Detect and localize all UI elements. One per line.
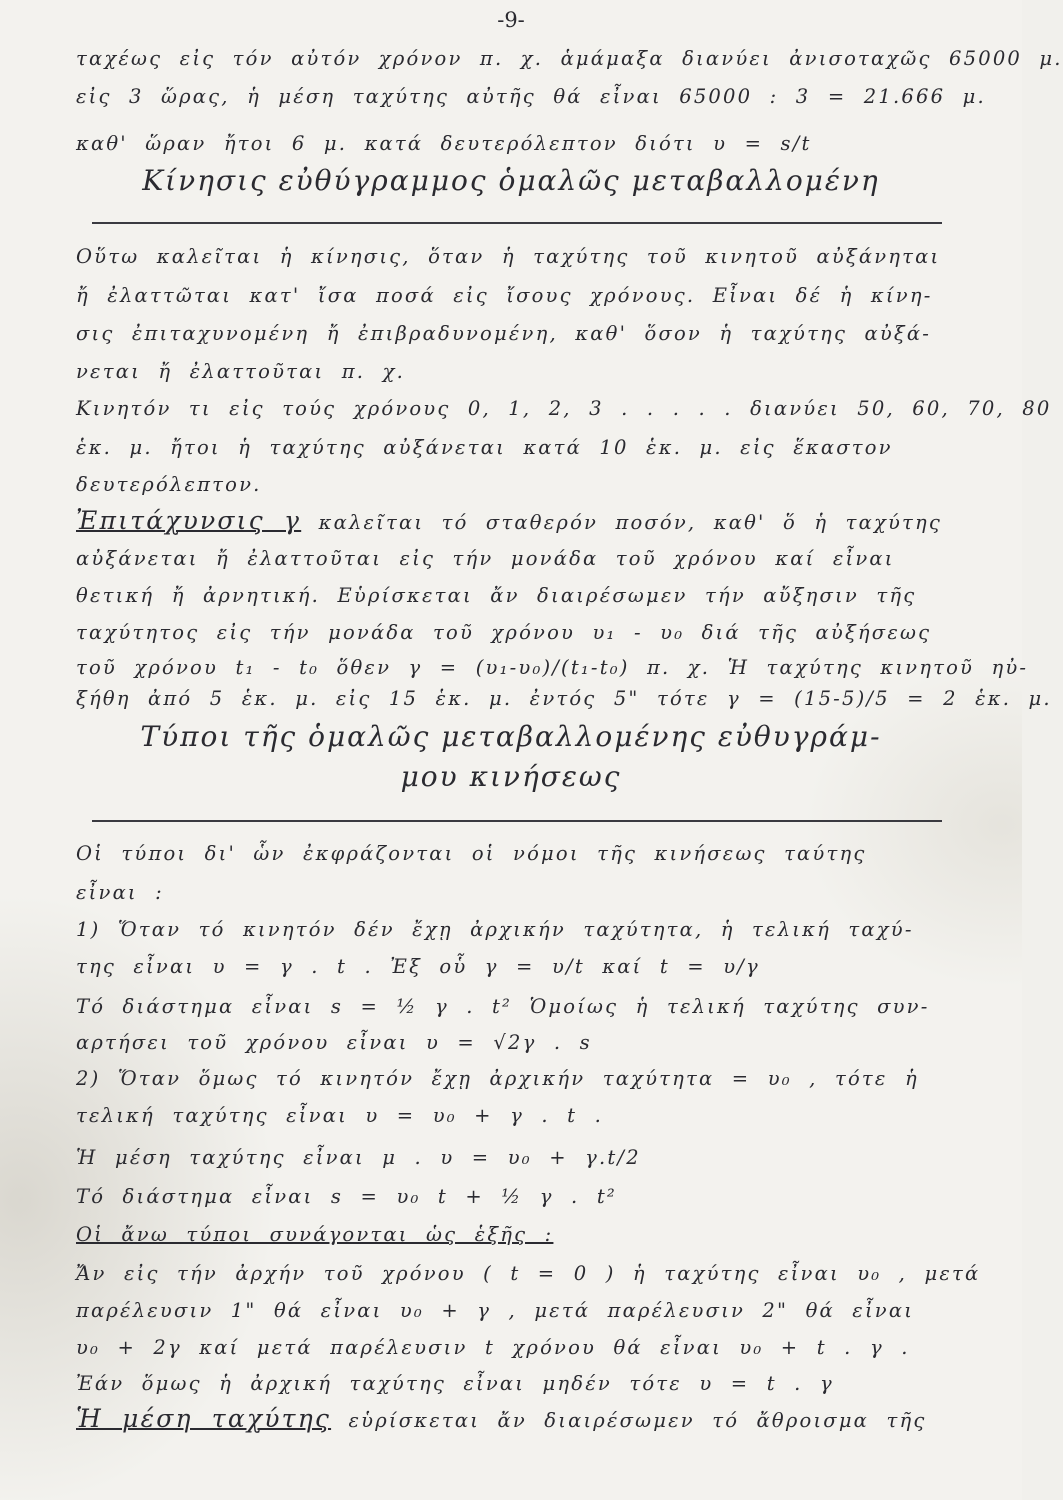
text-line: εἰς 3 ὥρας, ἡ μέση ταχύτης αὐτῆς θά εἶναι 65000 : 3 = 21.666 μ.	[76, 85, 986, 108]
section-heading: Κίνησις εὐθύγραμμος ὁμαλῶς μεταβαλλομένη	[142, 164, 880, 197]
text-line: Οἱ τύποι δι' ὧν ἐκφράζονται οἱ νόμοι τῆς κινήσεως ταύτης	[76, 842, 867, 865]
text-line: ἤ ἐλαττῶται κατ' ἴσα ποσά εἰς ἴσους χρόνους. Εἶναι δέ ἡ κίνη-	[76, 284, 933, 307]
text-line: 1) Ὅταν τό κινητόν δέν ἔχῃ ἀρχικήν ταχύτητα, ἡ τελική ταχύ-	[76, 918, 914, 941]
text-line: δευτερόλεπτον.	[76, 473, 262, 496]
text-line: Ἡ μέση ταχύτης εἶναι μ . υ = υ₀ + γ.t/2	[76, 1146, 641, 1169]
text-line	[76, 1219, 956, 1251]
heading-rule	[92, 820, 942, 822]
text-line: θετική ἤ ἀρνητική. Εὑρίσκεται ἄν διαιρέσωμεν τήν αὔξησιν τῆς	[76, 584, 917, 607]
text-line: ταχέως εἰς τόν αὐτόν χρόνον π. χ. ἁμάμαξα διανύει ἀνισοταχῶς 65000 μ.	[76, 47, 1063, 70]
text-line: καθ' ὥραν ἤτοι 6 μ. κατά δευτερόλεπτον διότι υ = s/t	[76, 132, 812, 155]
text-line: τοῦ χρόνου t₁ - t₀ ὅθεν γ = (υ₁-υ₀)/(t₁-t₀) π. χ. Ἡ ταχύτης κινητοῦ ηὐ-	[76, 656, 1029, 679]
heading-rule	[92, 222, 942, 224]
text-line: 2) Ὅταν ὅμως τό κινητόν ἔχῃ ἀρχικήν ταχύτητα = υ₀ , τότε ἡ	[76, 1067, 919, 1090]
term-mean-speed: Ἡ μέση ταχύτης	[76, 1404, 332, 1433]
page-number: -9-	[497, 8, 525, 32]
text-line: σις ἐπιταχυνομένη ἤ ἐπιβραδυνομένη, καθ' ὅσον ἡ ταχύτης αὐξά-	[76, 322, 931, 345]
text-line: Τό διάστημα εἶναι s = υ₀ t + ½ γ . t²	[76, 1185, 617, 1208]
text-line: ταχύτητος εἰς τήν μονάδα τοῦ χρόνου υ₁ - υ₀ διά τῆς αὐξήσεως	[76, 621, 932, 644]
text-line: Ἡ μέση ταχύτης εὑρίσκεται ἄν διαιρέσωμεν τό ἄθροισμα τῆς	[76, 1404, 927, 1433]
subheading-derivation: Οἱ ἄνω τύποι συνάγονται ὡς ἑξῆς :	[76, 1223, 554, 1246]
text-line: Ἐπιτάχυνσις γ καλεῖται τό σταθερόν ποσόν, καθ' ὅ ἡ ταχύτης	[76, 506, 943, 535]
text-line: Τό διάστημα εἶναι s = ½ γ . t² Ὁμοίως ἡ τελική ταχύτης συν-	[76, 995, 930, 1018]
text-line: ἑκ. μ. ἤτοι ἡ ταχύτης αὐξάνεται κατά 10 ἑκ. μ. εἰς ἕκαστον	[76, 436, 893, 459]
text-line: νεται ἤ ἐλαττοῦται π. χ.	[76, 360, 405, 383]
text-line: παρέλευσιν 1" θά εἶναι υ₀ + γ , μετά παρέλευσιν 2" θά εἶναι	[76, 1299, 915, 1322]
text-line: Ἄν εἰς τήν ἀρχήν τοῦ χρόνου ( t = 0 ) ἡ ταχύτης εἶναι υ₀ , μετά	[76, 1262, 981, 1285]
text-line: αὐξάνεται ἤ ἐλαττοῦται εἰς τήν μονάδα τοῦ χρόνου καί εἶναι	[76, 547, 895, 570]
text-line: Ἐάν ὅμως ἡ ἀρχική ταχύτης εἶναι μηδέν τότε υ = t . γ	[76, 1372, 834, 1395]
text-line: εἶναι :	[76, 881, 164, 904]
text-line: ξήθη ἀπό 5 ἑκ. μ. εἰς 15 ἑκ. μ. ἐντός 5" τότε γ = (15-5)/5 = 2 ἑκ. μ.	[76, 687, 1052, 710]
text-line: Οὕτω καλεῖται ἡ κίνησις, ὅταν ἡ ταχύτης τοῦ κινητοῦ αὐξάνηται	[76, 245, 941, 268]
text-line: Κινητόν τι εἰς τούς χρόνους 0, 1, 2, 3 . . . . . διανύει 50, 60, 70, 80	[76, 397, 1052, 420]
text-line: της εἶναι υ = γ . t . Ἐξ οὗ γ = υ/t καί t = υ/γ	[76, 955, 760, 978]
term-acceleration: Ἐπιτάχυνσις γ	[76, 506, 302, 535]
section-heading: Τύποι τῆς ὁμαλῶς μεταβαλλομένης εὐθυγράμ-	[140, 720, 882, 753]
section-heading: μου κινήσεως	[400, 760, 622, 793]
text-line: αρτήσει τοῦ χρόνου εἶναι υ = √2γ . s	[76, 1031, 592, 1054]
text-line: τελική ταχύτης εἶναι υ = υ₀ + γ . t .	[76, 1104, 603, 1127]
text-line: υ₀ + 2γ καί μετά παρέλευσιν t χρόνου θά εἶναι υ₀ + t . γ .	[76, 1336, 910, 1359]
